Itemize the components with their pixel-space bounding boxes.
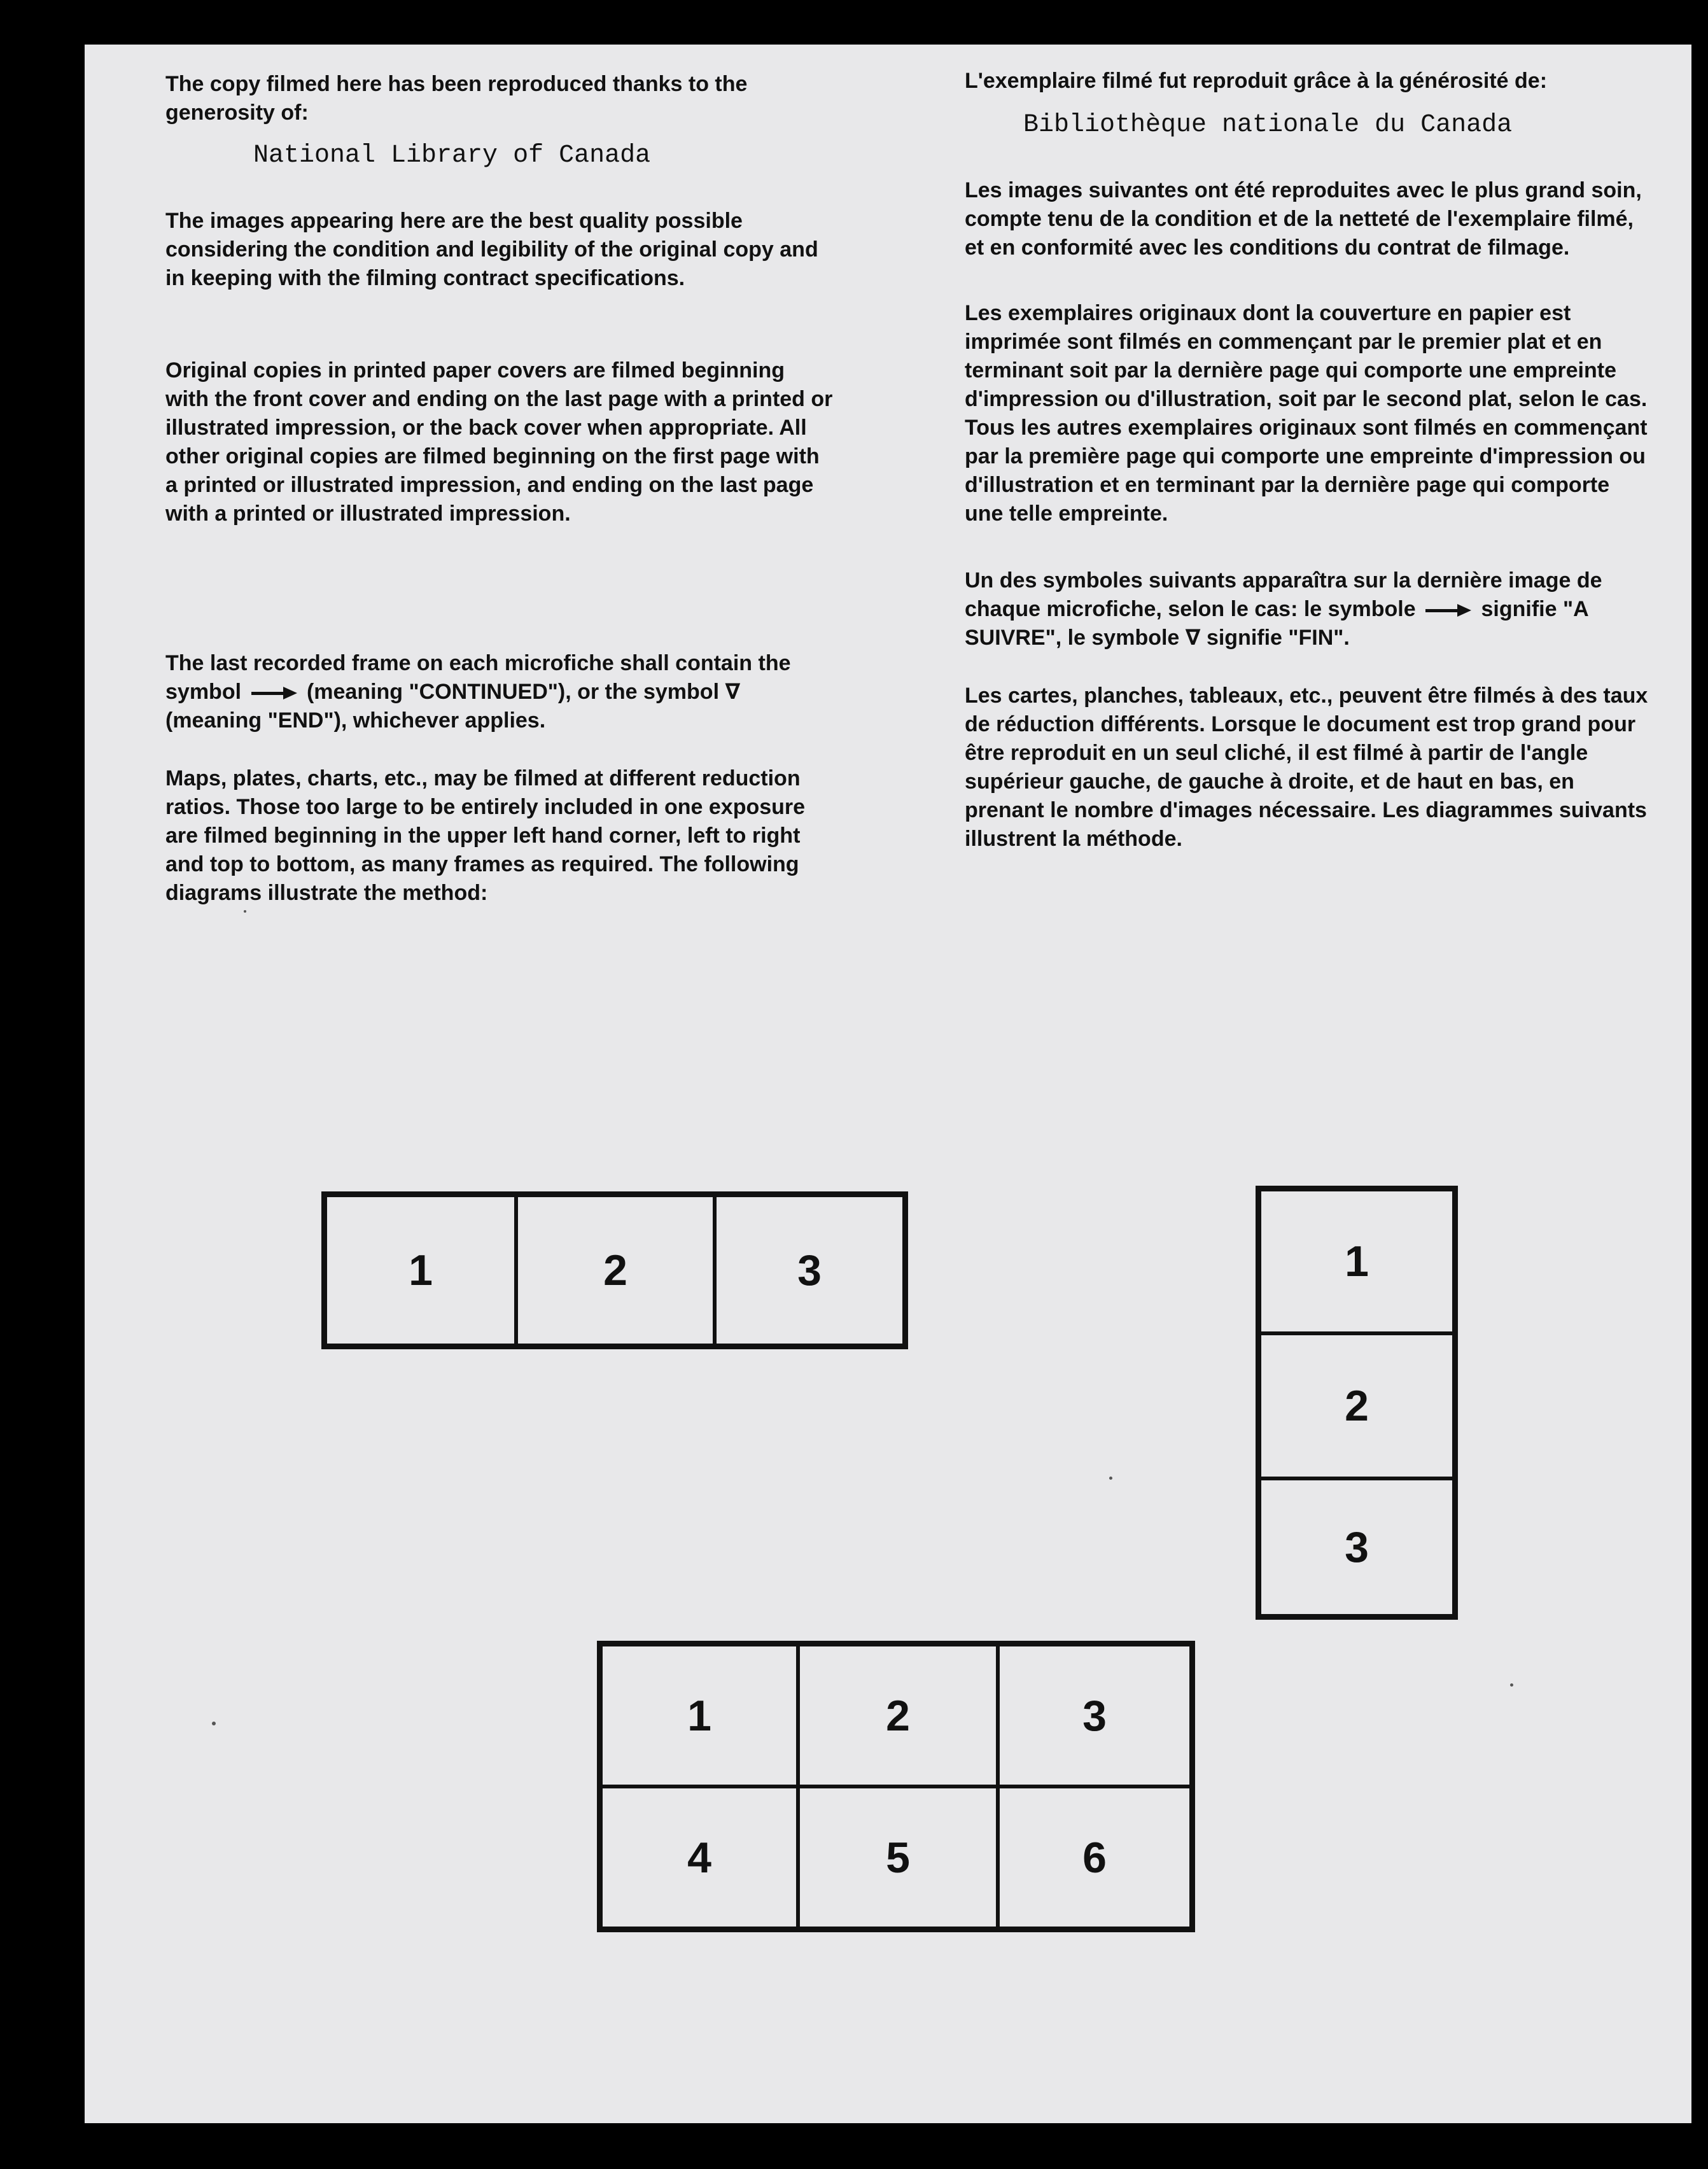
- diagram-cell: 6: [998, 1786, 1191, 1928]
- diagram-cell: 5: [798, 1786, 998, 1928]
- diagram-cell: 4: [601, 1786, 798, 1928]
- diagram-cell: 3: [1259, 1478, 1454, 1616]
- diagram-horizontal: [321, 1191, 908, 1349]
- diagram-cell: 2: [798, 1645, 998, 1786]
- diagram-cell: 2: [1259, 1333, 1454, 1478]
- original-copies-text-fr: Les exemplaires originaux dont la couverture en papier est imprimée sont filmés en commençant par le premier plat et en terminant soit par la dernière page qui comporte une empreinte d'impression ou d'illustration, soit par le second plat, selon le cas. Tous les autres exemplaires originaux sont filmés en commençant par la première page qui comporte une empreinte d'impression ou d'illustration et en terminant par la dernière page qui comporte une telle empreinte.: [965, 301, 1648, 526]
- diagram-cell: 2: [516, 1195, 715, 1345]
- maps-text-fr: Les cartes, planches, tableaux, etc., peuvent être filmés à des taux de réduction différents. Lorsque le document est trop grand pour être reproduit en un seul cliché, il est filmé à partir de l'angle supérieur gauche, de gauche à droite, et de haut en bas, en prenant le nombre d'images nécessaire. Les diagrammes suivants illustrent la méthode.: [965, 684, 1648, 851]
- diagram-cell: 3: [998, 1645, 1191, 1786]
- diagram-cell: 3: [715, 1195, 904, 1345]
- symbol-text-fr-a: Un des symboles suivants apparaîtra sur la dernière image de chaque microfiche, selon le cas: le symbole: [965, 568, 1602, 621]
- diagram-grid: [597, 1641, 1195, 1932]
- diagram-cell: 1: [325, 1195, 516, 1345]
- thanks-text-en: The copy filmed here has been reproduced thanks to the generosity of:: [165, 72, 748, 125]
- original-copies-text-en: Original copies in printed paper covers are filmed beginning with the front cover and ending on the last page with a printed or illustrated impression, or the back cover when appropriate. All other original copies are filmed beginning on the first page with a printed or illustrated impression, and ending on the last page with a printed or illustrated impression.: [165, 358, 833, 526]
- french-column: [965, 67, 1652, 853]
- quality-text-fr: Les images suivantes ont été reproduites avec le plus grand soin, compte tenu de la condition et de la netteté de l'exemplaire filmé, et en conformité avec les conditions du contrat de filmage.: [965, 178, 1642, 260]
- scan-speck: [212, 1722, 216, 1725]
- symbol-text-fr-b: signifie "A SUIVRE", le symbole: [965, 597, 1588, 650]
- microfiche-target-page: [85, 45, 1691, 2123]
- diagram-vertical: [1256, 1186, 1458, 1620]
- continued-arrow-icon: [251, 689, 297, 698]
- fin-triangle-icon: ∇: [1185, 626, 1201, 650]
- suivre-arrow-icon: [1425, 606, 1471, 615]
- symbol-text-en-a: The last recorded frame on each microfiche shall contain the symbol: [165, 651, 791, 704]
- scan-speck: [244, 910, 246, 913]
- maps-text-en: Maps, plates, charts, etc., may be filmed at different reduction ratios. Those too large to be entirely included in one exposure are filmed beginning in the upper left hand corner, left to right and top to bottom, as many frames as required. The following diagrams illustrate the method:: [165, 766, 806, 905]
- symbol-text-en-b: (meaning "CONTINUED"), or the symbol: [306, 680, 720, 704]
- symbol-text-en: [165, 649, 834, 735]
- diagram-cell: 1: [1259, 1190, 1454, 1333]
- library-name-en: National Library of Canada: [253, 141, 651, 170]
- scan-speck: [1109, 1477, 1112, 1480]
- symbol-text-fr-c: signifie "FIN".: [1206, 626, 1350, 650]
- scan-speck: [1510, 1683, 1513, 1687]
- symbol-text-en-c: (meaning "END"), whichever applies.: [165, 708, 546, 733]
- symbol-text-fr: [965, 566, 1652, 652]
- english-column: [165, 70, 834, 908]
- quality-text-en: The images appearing here are the best quality possible considering the condition and legibility of the original copy and in keeping with the filming contract specifications.: [165, 209, 818, 290]
- thanks-text-fr: L'exemplaire filmé fut reproduit grâce à la générosité de:: [965, 69, 1548, 93]
- library-name-fr: Bibliothèque nationale du Canada: [1023, 111, 1513, 139]
- diagram-cell: 1: [601, 1645, 798, 1786]
- end-triangle-icon: ∇: [725, 680, 741, 704]
